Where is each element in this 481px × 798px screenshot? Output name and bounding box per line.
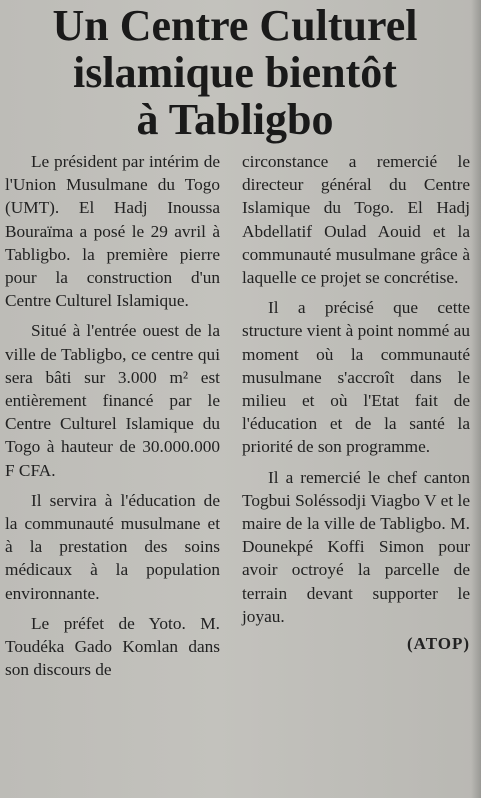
headline-line-3: à Tabligbo [136, 95, 334, 144]
headline-line-1: Un Centre Culturel [52, 1, 418, 50]
paragraph: Situé à l'entrée ouest de la ville de Tabligbo, ce centre qui sera bâti sur 3.000 m² est entièrement financé par le Centre Culturel Islamique du Togo à hauteur de 30.000.000 F CFA. [5, 321, 220, 480]
paragraph: Le préfet de Yoto. M. Toudéka Gado Komlan dans son discours de [5, 613, 220, 680]
paragraph: Il a précisé que cette structure vient à point nommé au moment où la communauté musulmane s'accroît dans le milieu et où l'Etat fait de l'éducation et de la santé la priorité de son programme. [242, 298, 470, 457]
paragraph: Le président par intérim de l'Union Musulmane du Togo (UMT). El Hadj Inoussa Bouraïma a posé le 29 avril à Tabligbo. la première pierre pour la construction d'un Centre Culturel Islamique. [5, 152, 220, 311]
paragraph: Il a remercié le chef canton Togbui Soléssodji Viagbo V et le maire de la ville de Tabligbo. M. Dounekpé Koffi Simon pour avoir octroyé la parcelle de terrain devant supporter le joyau. [242, 467, 470, 626]
article-signature: (ATOP) [407, 634, 470, 654]
article-column-right [242, 150, 470, 655]
article-headline [0, 0, 470, 143]
headline-line-2: islamique bientôt [73, 48, 397, 97]
paragraph: Il servira à l'éducation de la communauté musulmane et à la prestation des soins médicaux à la population environnante. [5, 490, 220, 603]
article-column-left [5, 150, 220, 681]
page-edge-shadow [471, 0, 481, 798]
paragraph: circonstance a remercié le directeur général du Centre Islamique du Togo. El Hadj Abdellatif Oulad Aouid et la communauté musulmane grâce à laquelle ce projet se concrétise. [242, 152, 470, 288]
